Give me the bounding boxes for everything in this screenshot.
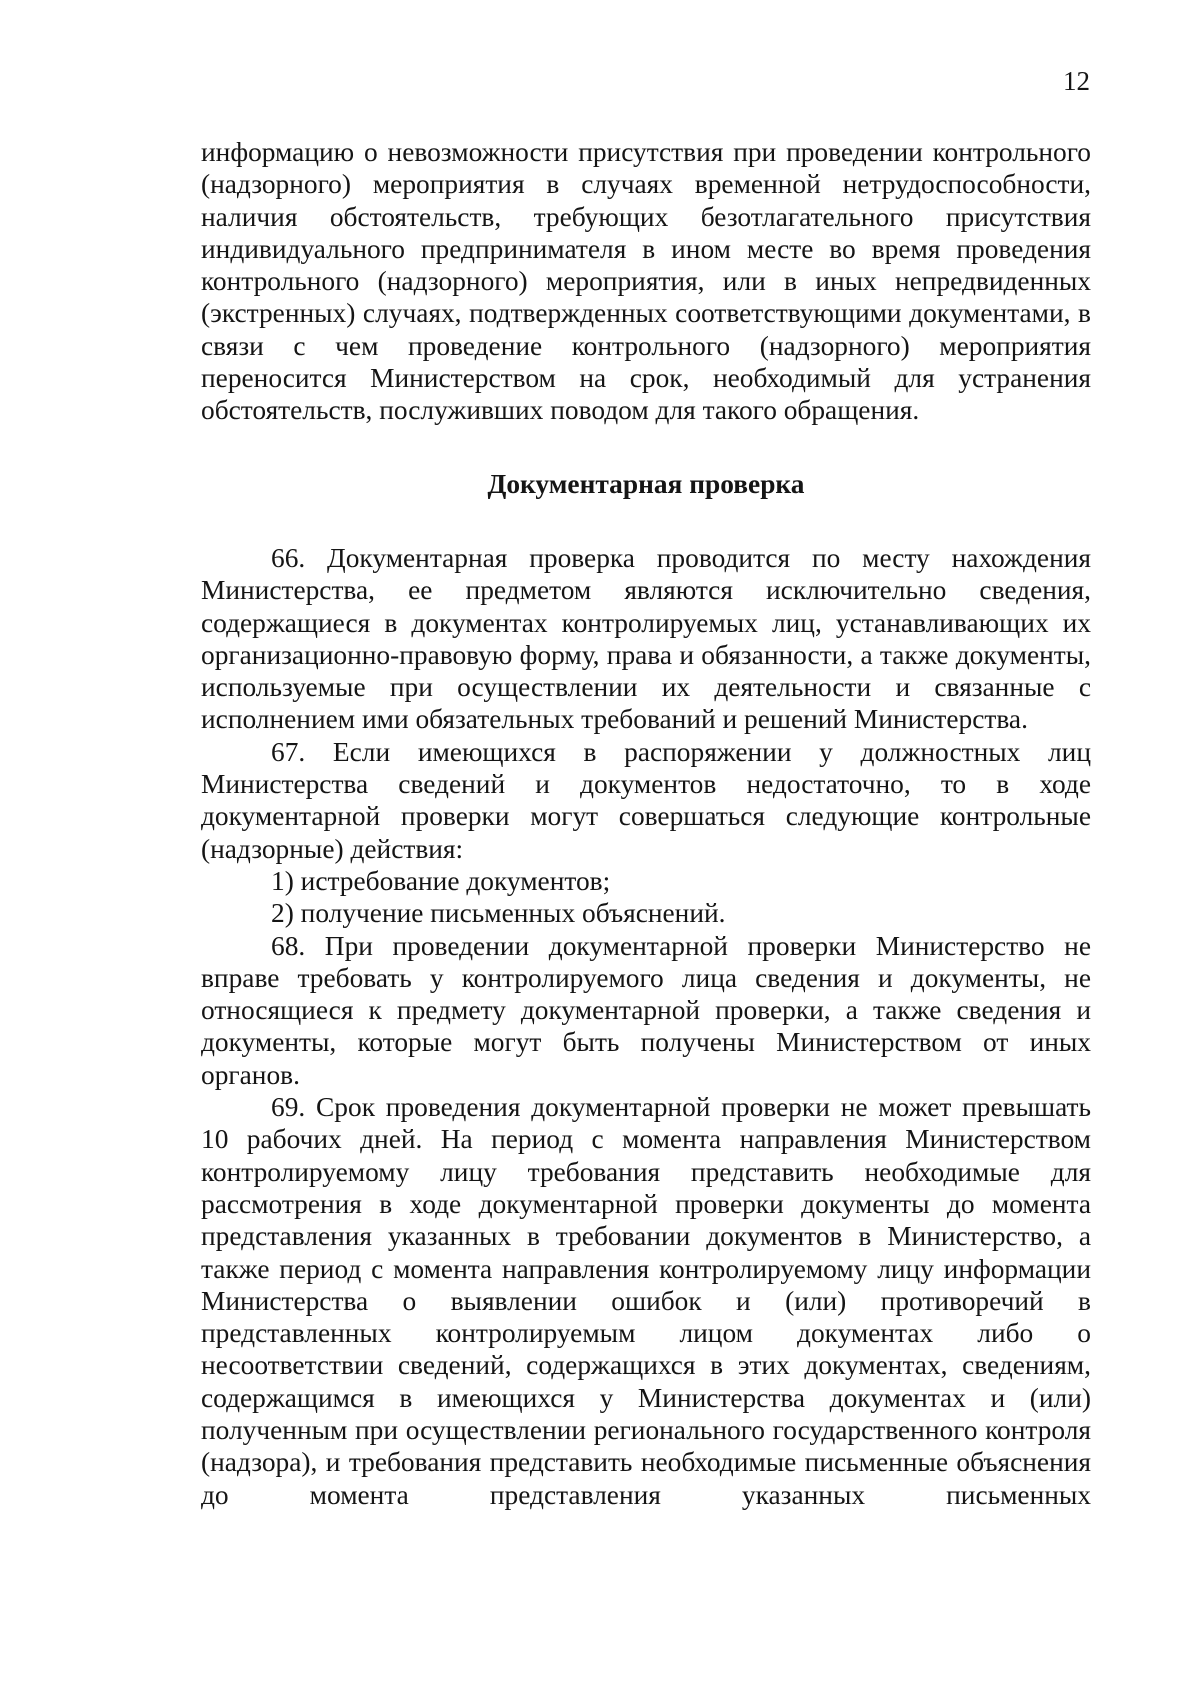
intro-paragraph: информацию о невозможности присутствия при проведении контрольного (надзорного) мероприятия в случаях временной нетрудоспособности, наличия обстоятельств, требующих безотлагательного присутствия индивидуального предпринимателя в ином месте во время проведения контрольного (надзорного) мероприятия, или в иных непредвиденных (экстренных) случаях, подтвержденных соответствующими документами, в связи с чем проведение контрольного (надзорного) мероприятия переносится Министерством на срок, необходимый для устранения обстоятельств, послуживших поводом для такого обращения. — [201, 137, 1091, 426]
spacer — [201, 427, 1091, 468]
paragraph-67-item-1: 1) истребование документов; — [271, 865, 611, 896]
paragraph-66: 66. Документарная проверка проводится по месту нахождения Министерства, ее предметом являются исключительно сведения, содержащиеся в документах контролируемых лиц, устанавливающих их организационно-правовую форму, права и обязанности, а также документы, используемые при осуществлении их деятельности и связанные с исполнением ими обязательных требований и решений Министерства. — [201, 542, 1091, 735]
section-heading: Документарная проверка — [487, 468, 805, 499]
paragraph-69: 69. Срок проведения документарной проверки не может превышать 10 рабочих дней. На период с момента направления Министерством контролируемому лицу требования представить необходимые для рассмотрения в ходе документарной проверки документы до момента представления указанных в требовании документов в Министерство, а также период с момента направления контролируемому лицу информации Министерства о выявлении ошибок и (или) противоречий в представленных контролируемым лицом документах либо о несоответствии сведений, содержащихся в этих документах, сведениям, содержащимся в имеющихся у Министерства документах и (или) полученным при осуществлении регионального государственного контроля (надзора), и требования представить необходимые письменные объяснения до момента представления указанных письменных — [201, 1092, 1091, 1510]
paragraph-67-item-2: 2) получение письменных объяснений. — [271, 898, 726, 929]
page-number: 12 — [1063, 66, 1090, 96]
paragraph-67: 67. Если имеющихся в распоряжении у должностных лиц Министерства сведений и документов недостаточно, то в ходе документарной проверки могут совершаться следующие контрольные (надзорные) действия: — [201, 736, 1091, 864]
document-body — [201, 136, 1091, 1511]
spacer — [201, 500, 1091, 542]
paragraph-68: 68. При проведении документарной проверки Министерство не вправе требовать у контролируемого лица сведения и документы, не относящиеся к предмету документарной проверки, а также сведения и документы, которые могут быть получены Министерством от иных органов. — [201, 930, 1091, 1090]
